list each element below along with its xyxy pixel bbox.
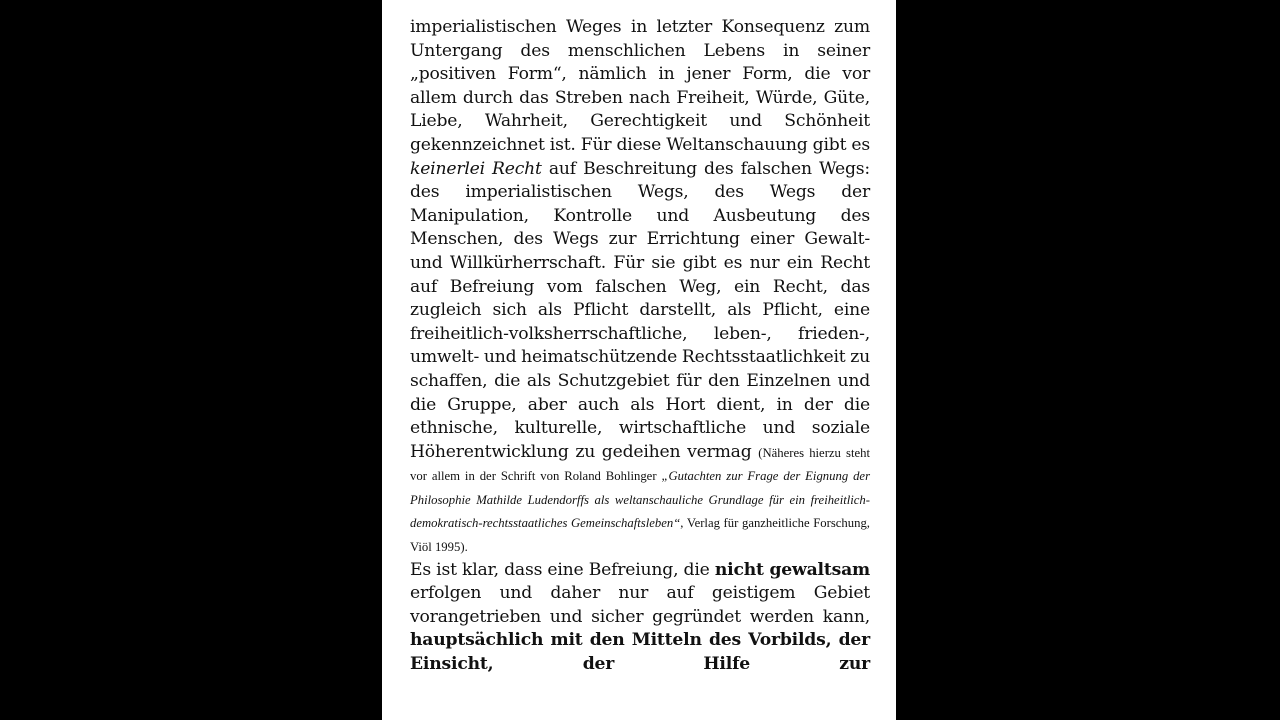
paragraph-1-italic: keinerlei Recht [410,158,542,179]
paragraph-1-text-b: auf Beschreitung des falschen Wegs: des imperialistischen Wegs, des Wegs der Manipulation, Kontrolle und Ausbeutung des Menschen, des Wegs zur Errichtung einer Gewalt- und Willkürherrschaft. Für sie gibt es nur ein Recht auf Befreiung vom falschen Weg, ein Recht, das zugleich sich als Pflicht darstellt, als Pflicht, eine freiheitlich-volksherrschaftliche, leben-, frieden-, umwelt- und heimatschützende Rechtsstaatlichkeit zu schaffen, die als Schutzgebiet für den Einzelnen und die Gruppe, aber auch als Hort dient, in der die ethnische, kulturelle, wirtschaftliche und soziale Höherentwicklung zu gedeihen vermag [410,158,870,462]
paragraph-2 [410,559,870,677]
reference-note-text-b: , Verlag für ganzheitliche Forschung, Viöl 1995). [410,516,870,555]
reference-note-text-a: (Näheres hierzu steht vor allem in der Schrift von Roland Bohlinger [410,445,870,484]
paragraph-1-text-a: imperialistischen Weges in letzter Konsequenz zum Untergang des menschlichen Lebens in seiner „positiven Form“, nämlich in jener Form, die vor allem durch das Streben nach Freiheit, Würde, Güte, Liebe, Wahrheit, Gerechtigkeit und Schönheit gekennzeichnet ist. Für diese Weltanschauung gibt es [410,17,870,155]
paragraph-1 [410,16,870,559]
paragraph-2-bold-b: hauptsächlich mit den Mitteln des Vorbilds, der Einsicht, der Hilfe zur [410,630,870,675]
text-column [410,16,870,677]
reference-note-title: „Gutachten zur Frage der Eignung der Philosophie Mathilde Ludendorffs als weltanschauliche Grundlage für ein freiheitlich-demokratisch-rechtsstaatliches Gemeinschaftsleben“ [410,469,871,531]
paragraph-2-text-a: Es ist klar, dass eine Befreiung, die [410,559,715,580]
paragraph-2-bold-a: nicht gewaltsam [714,559,871,580]
document-page [382,0,896,720]
paragraph-2-text-b: erfolgen und daher nur auf geistigem Gebiet vorangetrieben und sicher gegründet werden kann, [410,583,870,627]
